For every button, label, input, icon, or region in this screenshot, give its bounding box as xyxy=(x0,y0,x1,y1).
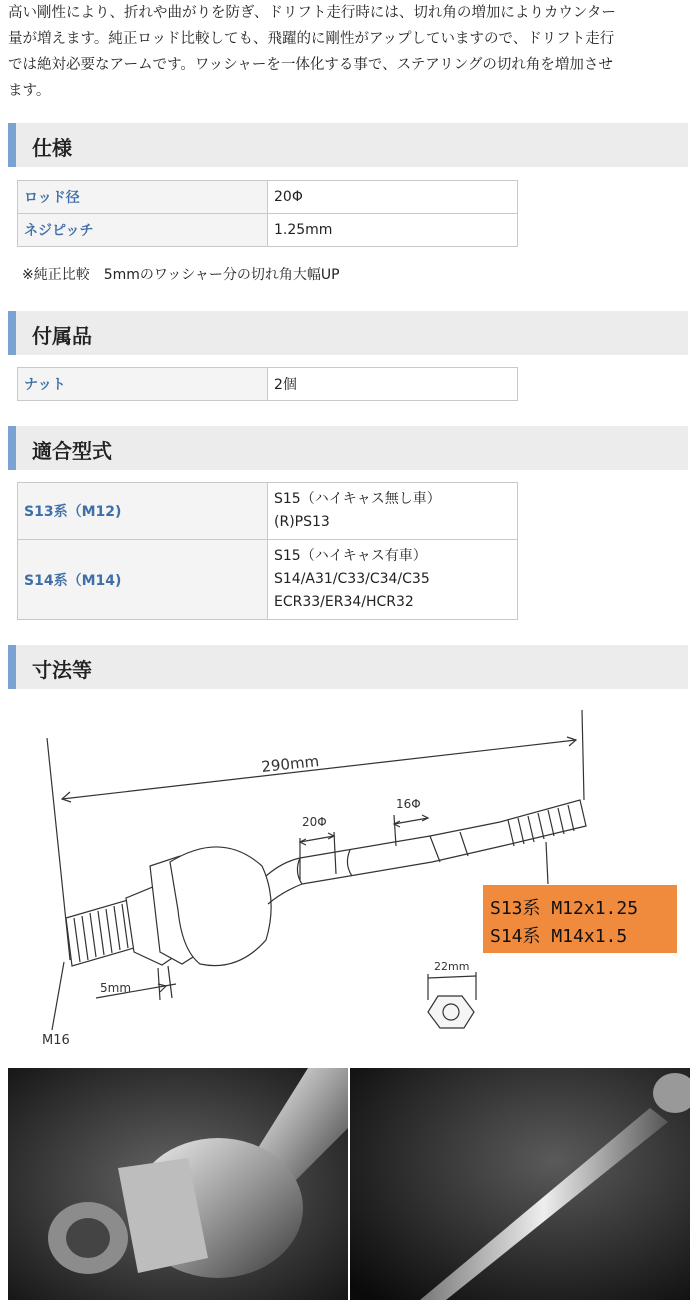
table-row xyxy=(18,214,518,247)
fitment-title: 適合型式 xyxy=(32,439,112,463)
spec-note: ※純正比較 5mmのワッシャー分の切れ角大幅UP xyxy=(22,267,340,283)
intro-text xyxy=(8,0,692,104)
callout-s14: S14系 M14x1.5 xyxy=(490,926,628,947)
spec-table xyxy=(17,180,518,247)
table-row xyxy=(18,540,518,620)
fitment-line: S15（ハイキャス無し車） xyxy=(274,491,441,507)
fitment-label-s13: S13系（M12) xyxy=(18,483,268,540)
table-row xyxy=(18,181,518,214)
spec-value-rod: 20Φ xyxy=(268,181,518,214)
spec-title: 仕様 xyxy=(32,136,72,160)
dimensions-title: 寸法等 xyxy=(32,658,92,682)
intro-line-2: 量が増えます。純正ロッド比較しても、飛躍的に剛性がアップしていますので、ドリフト走行 xyxy=(8,31,615,47)
product-photo-closeup xyxy=(8,1068,348,1300)
length-label: 290mm xyxy=(260,752,320,776)
fitment-heading xyxy=(8,426,688,470)
table-row xyxy=(18,483,518,540)
intro-line-4: ます。 xyxy=(8,83,51,99)
fitment-label-s14: S14系（M14) xyxy=(18,540,268,620)
intro-line-1: 高い剛性により、折れや曲がりを防ぎ、ドリフト走行時には、切れ角の増加によりカウンター xyxy=(8,5,616,21)
rod-diameter-label: 20Φ xyxy=(302,815,327,829)
spec-label-pitch: ネジピッチ xyxy=(18,214,268,247)
intro-line-3: では絶対必要なアームです。ワッシャーを一体化する事で、ステアリングの切れ角を増加させ xyxy=(8,57,613,73)
tie-rod-diagram xyxy=(0,700,700,1060)
spec-heading xyxy=(8,123,688,167)
accessories-title: 付属品 xyxy=(32,324,92,348)
product-photo-full xyxy=(350,1068,690,1300)
accessories-table xyxy=(17,367,518,401)
neck-diameter-label: 16Φ xyxy=(396,797,421,811)
thread-label: M16 xyxy=(42,1033,70,1048)
accessories-heading xyxy=(8,311,688,355)
fitment-value-s14 xyxy=(268,540,518,620)
nut-size-label: 22mm xyxy=(434,960,470,973)
washer-label: 5mm xyxy=(100,981,132,995)
table-row xyxy=(18,368,518,401)
dimensions-heading xyxy=(8,645,688,689)
fitment-line: ECR33/ER34/HCR32 xyxy=(274,594,414,610)
fitment-line: S15（ハイキャス有車） xyxy=(274,548,427,564)
fitment-line: (R)PS13 xyxy=(274,514,330,530)
fitment-value-s13 xyxy=(268,483,518,540)
fitment-line: S14/A31/C33/C34/C35 xyxy=(274,571,430,587)
accessory-label-nut: ナット xyxy=(18,368,268,401)
accessory-value-nut: 2個 xyxy=(268,368,518,401)
callout-s13: S13系 M12x1.25 xyxy=(490,898,639,919)
fitment-table xyxy=(17,482,518,620)
spec-value-pitch: 1.25mm xyxy=(268,214,518,247)
spec-label-rod: ロッド径 xyxy=(18,181,268,214)
